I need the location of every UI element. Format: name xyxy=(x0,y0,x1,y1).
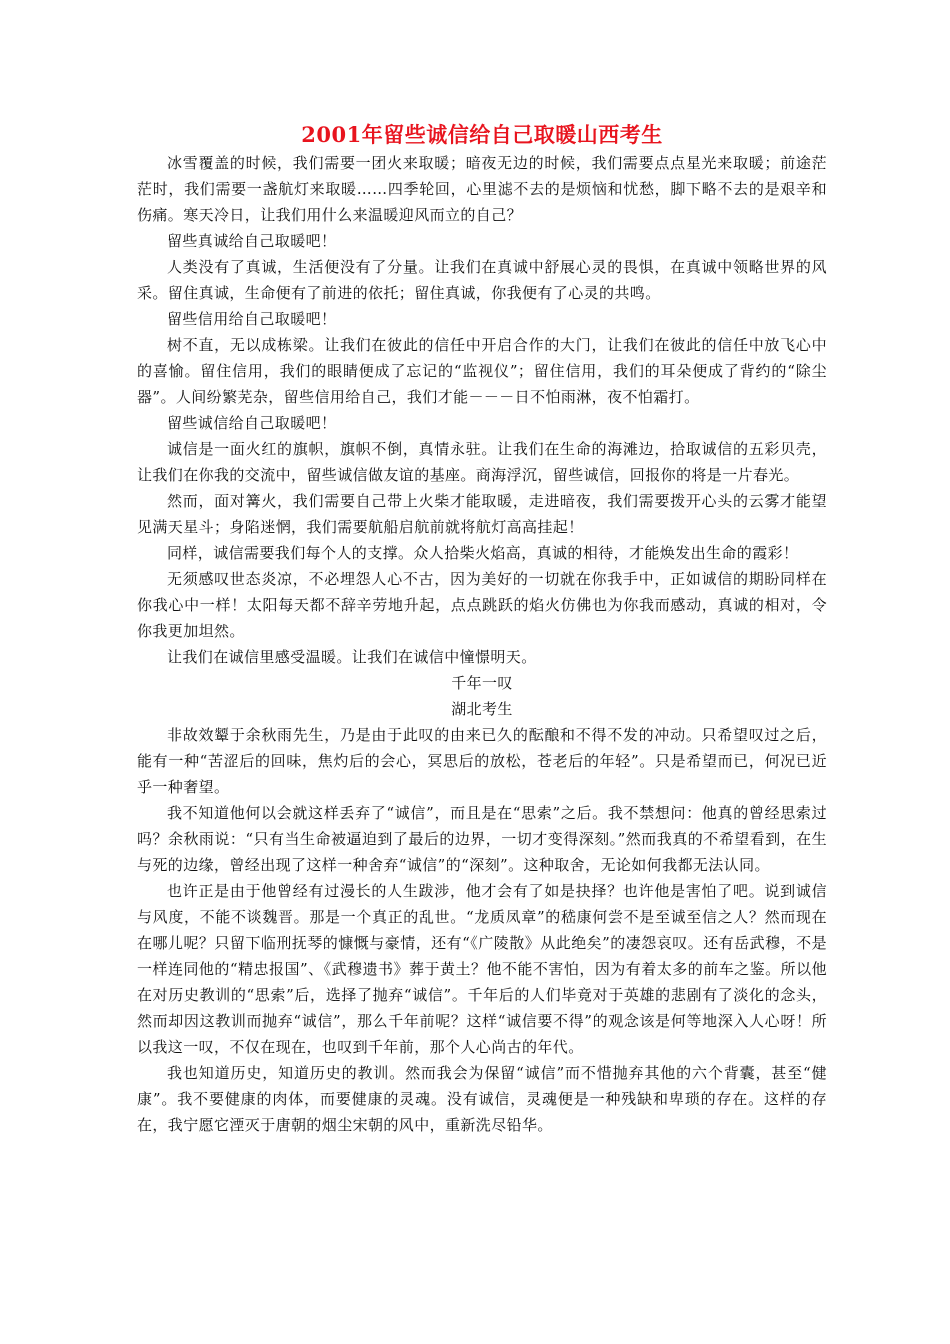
paragraph: 树不直，无以成栋梁。让我们在彼此的信任中开启合作的大门，让我们在彼此的信任中放飞心中的喜愉。留住信用，我们的眼睛便成了忘记的“监视仪”；留住信用，我们的耳朵便成了背约的“除尘器”。人间纷繁芜杂，留些信用给自己，我们才能－－－日不怕雨淋，夜不怕霜打。 xyxy=(137,336,827,406)
paragraph: 我也知道历史，知道历史的教训。然而我会为保留“诚信”而不惜抛弃其他的六个背囊，甚至“健康”。我不要健康的肉体，而要健康的灵魂。没有诚信，灵魂便是一种残缺和卑琐的存在。这样的存在，我宁愿它湮灭于唐朝的烟尘宋朝的风中，重新洗尽铅华。 xyxy=(137,1064,827,1134)
paragraph: 无须感叹世态炎凉，不必埋怨人心不古，因为美好的一切就在你我手中，正如诚信的期盼同样在你我心中一样！太阳每天都不辞辛劳地升起，点点跳跃的焰火仿佛也为你我而感动，真诚的相对，令你我更加坦然。 xyxy=(137,570,827,640)
paragraph: 我不知道他何以会就这样丢弃了“诚信”，而且是在“思索”之后。我不禁想问：他真的曾经思索过吗？余秋雨说：“只有当生命被逼迫到了最后的边界，一切才变得深刻。”然而我真的不希望看到，在生与死的边缘，曾经出现了这样一种舍弃“诚信”的“深刻”。这种取舍，无论如何我都无法认同。 xyxy=(137,804,827,874)
paragraph: 留些诚信给自己取暖吧！ xyxy=(167,414,337,432)
paragraph: 同样，诚信需要我们每个人的支撑。众人拾柴火焰高，真诚的相待，才能焕发出生命的霞彩！ xyxy=(167,544,799,562)
paragraph: 人类没有了真诚，生活便没有了分量。让我们在真诚中舒展心灵的畏惧，在真诚中领略世界的风采。留住真诚，生命便有了前进的依托；留住真诚，你我便有了心灵的共鸣。 xyxy=(137,258,827,302)
document-page xyxy=(137,120,827,1138)
document-title: 2001年留些诚信给自己取暖山西考生 xyxy=(301,122,663,147)
paragraph: 让我们在诚信里感受温暖。让我们在诚信中憧憬明天。 xyxy=(167,648,537,666)
paragraph: 非故效颦于余秋雨先生，乃是由于此叹的由来已久的酝酿和不得不发的冲动。只希望叹过之后，能有一种“苦涩后的回味，焦灼后的会心，冥思后的放松，苍老后的年轻”。只是希望而已，何况已近乎一种奢望。 xyxy=(137,726,827,796)
paragraph: 然而，面对篝火，我们需要自己带上火柴才能取暖，走进暗夜，我们需要拨开心头的云雾才能望见满天星斗；身陷迷惘，我们需要航船启航前就将航灯高高挂起！ xyxy=(137,492,827,536)
paragraph: 诚信是一面火红的旗帜，旗帜不倒，真情永驻。让我们在生命的海滩边，拾取诚信的五彩贝壳，让我们在你我的交流中，留些诚信做友谊的基座。商海浮沉，留些诚信，回报你的将是一片春光。 xyxy=(137,440,827,484)
paragraph: 留些信用给自己取暖吧！ xyxy=(167,310,337,328)
paragraph: 留些真诚给自己取暖吧！ xyxy=(167,232,337,250)
paragraph: 冰雪覆盖的时候，我们需要一团火来取暖；暗夜无边的时候，我们需要点点星光来取暖；前途茫茫时，我们需要一盏航灯来取暖……四季轮回，心里滤不去的是烦恼和忧愁，脚下略不去的是艰辛和伤痛。寒天冷日，让我们用什么来温暖迎风而立的自己？ xyxy=(137,154,827,224)
essay-title: 千年一叹 xyxy=(451,674,513,692)
paragraph: 也许正是由于他曾经有过漫长的人生跋涉，他才会有了如是抉择？也许他是害怕了吧。说到诚信与风度，不能不谈魏晋。那是一个真正的乱世。“龙质凤章”的嵇康何尝不是至诚至信之人？然而现在在哪儿呢？只留下临刑抚琴的慷慨与豪情，还有“《广陵散》从此绝矣”的凄怨哀叹。还有岳武穆，不是一样连同他的“精忠报国”、《武穆遗书》葬于黄土？他不能不害怕，因为有着太多的前车之鉴。所以他在对历史教训的“思索”后，选择了抛弃“诚信”。千年后的人们毕竟对于英雄的悲剧有了淡化的念头，然而却因这教训而抛弃“诚信”，那么千年前呢？这样“诚信要不得”的观念该是何等地深入人心呀！所以我这一叹，不仅在现在，也叹到千年前，那个人心尚古的年代。 xyxy=(137,882,827,1056)
essay-author: 湖北考生 xyxy=(451,700,513,718)
